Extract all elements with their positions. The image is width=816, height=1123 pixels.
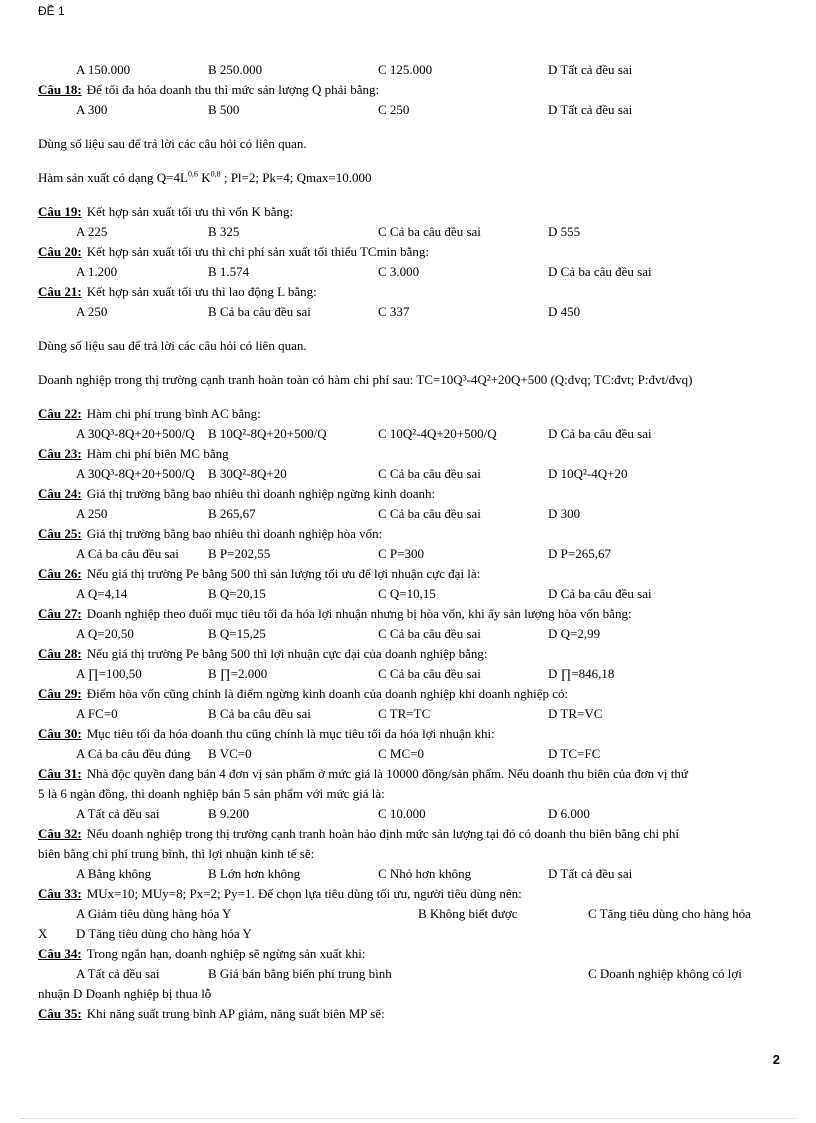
options-row-q24 xyxy=(38,504,780,524)
production-function-line xyxy=(38,168,780,188)
option-d: D Tất cả đều sai xyxy=(548,102,633,117)
question-label: Câu 34: xyxy=(38,946,82,961)
question-sheet xyxy=(38,60,780,1024)
option-b: B 10Q²-8Q+20+500/Q xyxy=(208,426,327,441)
option-a: A Giảm tiêu dùng hàng hóa Y xyxy=(76,906,232,921)
option-c: C 125.000 xyxy=(378,62,433,77)
option-b: B 500 xyxy=(208,102,240,117)
question-label: Câu 21: xyxy=(38,284,82,299)
option-d: D Cả ba câu đều sai xyxy=(548,586,652,601)
question-25 xyxy=(38,524,780,544)
options-row-q33-continued xyxy=(38,924,780,944)
option-b: B 250.000 xyxy=(208,62,263,77)
option-d: D 10Q²-4Q+20 xyxy=(548,466,628,481)
question-text: MUx=10; MUy=8; Px=2; Py=1. Để chọn lựa tiêu dùng tối ưu, người tiêu dùng nên: xyxy=(86,886,522,901)
option-b: B Q=20,15 xyxy=(208,586,266,601)
option-b: B 1.574 xyxy=(208,264,250,279)
option-b: B Q=15,25 xyxy=(208,626,266,641)
option-a: A Tất cả đều sai xyxy=(76,966,160,981)
option-c: C P=300 xyxy=(378,546,424,561)
option-a: A Cả ba câu đều sai xyxy=(76,546,179,561)
question-text: Kết hợp sản xuất tối ưu thì chi phí sản xuất tối thiểu TCmin bằng: xyxy=(86,244,429,259)
question-label: Câu 23: xyxy=(38,446,82,461)
question-label: Câu 25: xyxy=(38,526,82,541)
option-d: D Tăng tiêu dùng cho hàng hóa Y xyxy=(76,926,252,941)
question-23 xyxy=(38,444,780,464)
option-a: A Q=20,50 xyxy=(76,626,134,641)
option-c-continued: X xyxy=(38,926,48,941)
question-32 xyxy=(38,824,780,844)
options-row-q33 xyxy=(38,904,780,924)
question-27 xyxy=(38,604,780,624)
question-label: Câu 28: xyxy=(38,646,82,661)
question-20 xyxy=(38,242,780,262)
question-30 xyxy=(38,724,780,744)
question-text: Để tối đa hóa doanh thu thì mức sản lượng Q phải bằng: xyxy=(86,82,380,97)
option-b: B Cả ba câu đều sai xyxy=(208,706,311,721)
question-label: Câu 20: xyxy=(38,244,82,259)
question-label: Câu 29: xyxy=(38,686,82,701)
options-row-q34 xyxy=(38,964,780,984)
question-label: Câu 26: xyxy=(38,566,82,581)
option-a: A 250 xyxy=(76,506,108,521)
option-d: D P=265,67 xyxy=(548,546,611,561)
option-a: A 30Q³-8Q+20+500/Q xyxy=(76,426,195,441)
option-b: B Giá bán bằng biến phí trung bình xyxy=(208,966,392,981)
question-22 xyxy=(38,404,780,424)
question-text: Hàm chi phí biên MC bằng xyxy=(86,446,229,461)
option-a: A 1.200 xyxy=(76,264,118,279)
fn-exponent: 0,8 xyxy=(210,169,221,179)
option-a: A Tất cả đều sai xyxy=(76,806,160,821)
option-d: D 450 xyxy=(548,304,581,319)
question-text-continued: 5 là 6 ngàn đồng, thì doanh nghiệp bán 5 sản phẩm với mức giá là: xyxy=(38,786,385,801)
question-34 xyxy=(38,944,780,964)
option-c: C Q=10,15 xyxy=(378,586,436,601)
option-c: C Tăng tiêu dùng cho hàng hóa xyxy=(588,906,751,921)
option-a: A FC=0 xyxy=(76,706,118,721)
options-row-q32 xyxy=(38,864,780,884)
option-c: C 10Q²-4Q+20+500/Q xyxy=(378,426,497,441)
option-c: C Cả ba câu đều sai xyxy=(378,506,481,521)
option-a: A Q=4,14 xyxy=(76,586,128,601)
option-d: D 300 xyxy=(548,506,581,521)
question-text: Trong ngắn hạn, doanh nghiệp sẽ ngừng sản xuất khi: xyxy=(86,946,366,961)
option-c: C 250 xyxy=(378,102,410,117)
exam-header: ĐỀ 1 xyxy=(38,4,65,18)
question-28 xyxy=(38,644,780,664)
question-18 xyxy=(38,80,780,100)
options-row-q29 xyxy=(38,704,780,724)
options-row-q19 xyxy=(38,222,780,242)
option-a: A 250 xyxy=(76,304,108,319)
question-text: Nhà độc quyền đang bán 4 đơn vị sản phẩm ở mức giá là 10000 đồng/sản phẩm. Nếu doanh thu biên của đơn vị thứ xyxy=(86,766,688,781)
option-c: C MC=0 xyxy=(378,746,424,761)
intro-paragraph-2: Dùng số liệu sau để trả lời các câu hỏi có liên quan. xyxy=(38,338,307,353)
option-b: B ∏=2.000 xyxy=(208,666,268,681)
question-text: Mục tiêu tối đa hóa doanh thu cũng chính là mục tiêu tối đa hóa lợi nhuận khi: xyxy=(86,726,495,741)
question-31 xyxy=(38,764,780,784)
options-row-q28 xyxy=(38,664,780,684)
option-d: D ∏=846,18 xyxy=(548,666,615,681)
option-c: C 337 xyxy=(378,304,410,319)
option-b: B VC=0 xyxy=(208,746,252,761)
fn-text: ; Pl=2; Pk=4; Qmax=10.000 xyxy=(220,170,372,185)
options-row-q21 xyxy=(38,302,780,322)
option-b: B Không biết được xyxy=(418,906,518,921)
options-row-q23 xyxy=(38,464,780,484)
question-text: Hàm chi phí trung bình AC bằng: xyxy=(86,406,261,421)
options-row-q20 xyxy=(38,262,780,282)
option-c: C 10.000 xyxy=(378,806,426,821)
option-c: C Cả ba câu đều sai xyxy=(378,466,481,481)
options-row-q17 xyxy=(38,60,780,80)
option-d: D Q=2,99 xyxy=(548,626,601,641)
option-c: C Cả ba câu đều sai xyxy=(378,666,481,681)
page-number: 2 xyxy=(772,1052,780,1067)
option-c: C Cả ba câu đều sai xyxy=(378,224,481,239)
question-text: Doanh nghiệp theo đuổi mục tiêu tối đa hóa lợi nhuận nhưng bị hòa vốn, khi ấy sản lượng hòa vốn bằng: xyxy=(86,606,632,621)
option-c: C Doanh nghiệp không có lợi xyxy=(588,966,742,981)
question-text: Kết hợp sản xuất tối ưu thì lao động L bằng: xyxy=(86,284,317,299)
intro-paragraph-1: Dùng số liệu sau để trả lời các câu hỏi có liên quan. xyxy=(38,136,307,151)
options-row-q30 xyxy=(38,744,780,764)
cost-function-line: Doanh nghiệp trong thị trường cạnh tranh hoàn toàn có hàm chi phí sau: TC=10Q³-4Q²+20Q+500 (Q:đvq; TC:đvt; P:đvt/đvq) xyxy=(38,372,693,387)
question-text-continued: biên bằng chi phí trung bình, thì lợi nhuận kinh tế sẽ: xyxy=(38,846,315,861)
options-row-q31 xyxy=(38,804,780,824)
option-d: D Cả ba câu đều sai xyxy=(548,426,652,441)
question-label: Câu 33: xyxy=(38,886,82,901)
question-label: Câu 24: xyxy=(38,486,82,501)
question-24 xyxy=(38,484,780,504)
option-d: D 6.000 xyxy=(548,806,590,821)
option-a: A 225 xyxy=(76,224,108,239)
question-19 xyxy=(38,202,780,222)
option-c: C Nhỏ hơn không xyxy=(378,866,472,881)
question-21 xyxy=(38,282,780,302)
option-a: A 150.000 xyxy=(76,62,131,77)
options-row-q26 xyxy=(38,584,780,604)
question-text: Khi năng suất trung bình AP giảm, năng suất biên MP sẽ: xyxy=(86,1006,385,1021)
option-c: C Cả ba câu đều sai xyxy=(378,626,481,641)
question-26 xyxy=(38,564,780,584)
option-d: D Tất cả đều sai xyxy=(548,62,633,77)
question-label: Câu 27: xyxy=(38,606,82,621)
question-text: Nếu giá thị trường Pe bằng 500 thì lợi nhuận cực đại của doanh nghiệp bằng: xyxy=(86,646,488,661)
question-text: Giá thị trường bằng bao nhiêu thì doanh nghiệp ngừng kinh doanh: xyxy=(86,486,436,501)
fn-text: K xyxy=(197,170,211,185)
options-row-q18 xyxy=(38,100,780,120)
option-c: C TR=TC xyxy=(378,706,431,721)
question-29 xyxy=(38,684,780,704)
footer-divider xyxy=(20,1118,796,1119)
question-text: Nếu giá thị trường Pe bằng 500 thì sản lượng tối ưu để lợi nhuận cực đại là: xyxy=(86,566,481,581)
option-d: D Cả ba câu đều sai xyxy=(548,264,652,279)
question-label: Câu 22: xyxy=(38,406,82,421)
question-label: Câu 19: xyxy=(38,204,82,219)
option-a: A ∏=100,50 xyxy=(76,666,142,681)
options-row-q27 xyxy=(38,624,780,644)
fn-exponent: 0,6 xyxy=(187,169,198,179)
options-row-q22 xyxy=(38,424,780,444)
question-33 xyxy=(38,884,780,904)
question-text: Nếu doanh nghiệp trong thị trường cạnh tranh hoàn hảo định mức sản lượng tại đó có doanh thu biên bằng chi phí xyxy=(86,826,680,841)
option-b: B 30Q²-8Q+20 xyxy=(208,466,287,481)
question-label: Câu 32: xyxy=(38,826,82,841)
question-label: Câu 30: xyxy=(38,726,82,741)
option-d: D Tất cả đều sai xyxy=(548,866,633,881)
question-text: Điểm hòa vốn cũng chính là điểm ngừng kinh doanh của doanh nghiệp khi doanh nghiệp có: xyxy=(86,686,569,701)
question-label: Câu 31: xyxy=(38,766,82,781)
fn-text: Hàm sản xuất có dạng Q=4L xyxy=(38,170,188,185)
question-text: Giá thị trường bằng bao nhiêu thì doanh nghiệp hòa vốn: xyxy=(86,526,383,541)
question-label: Câu 35: xyxy=(38,1006,82,1021)
option-a: A Cả ba câu đều đúng xyxy=(76,746,191,761)
option-a: A Bằng không xyxy=(76,866,152,881)
option-c: C 3.000 xyxy=(378,264,420,279)
option-b: B 9.200 xyxy=(208,806,250,821)
options-row-q25 xyxy=(38,544,780,564)
option-b: B 325 xyxy=(208,224,240,239)
option-d: D TR=VC xyxy=(548,706,603,721)
option-d: D 555 xyxy=(548,224,581,239)
question-text: Kết hợp sản xuất tối ưu thì vốn K bằng: xyxy=(86,204,294,219)
option-b: B Lớn hơn không xyxy=(208,866,301,881)
option-d: D TC=FC xyxy=(548,746,601,761)
question-label: Câu 18: xyxy=(38,82,82,97)
option-a: A 30Q³-8Q+20+500/Q xyxy=(76,466,195,481)
question-35 xyxy=(38,1004,780,1024)
option-b: B Cả ba câu đều sai xyxy=(208,304,311,319)
options-row-q34-continued: nhuận D Doanh nghiệp bị thua lỗ xyxy=(38,986,212,1001)
option-b: B P=202,55 xyxy=(208,546,271,561)
option-b: B 265,67 xyxy=(208,506,256,521)
option-a: A 300 xyxy=(76,102,108,117)
